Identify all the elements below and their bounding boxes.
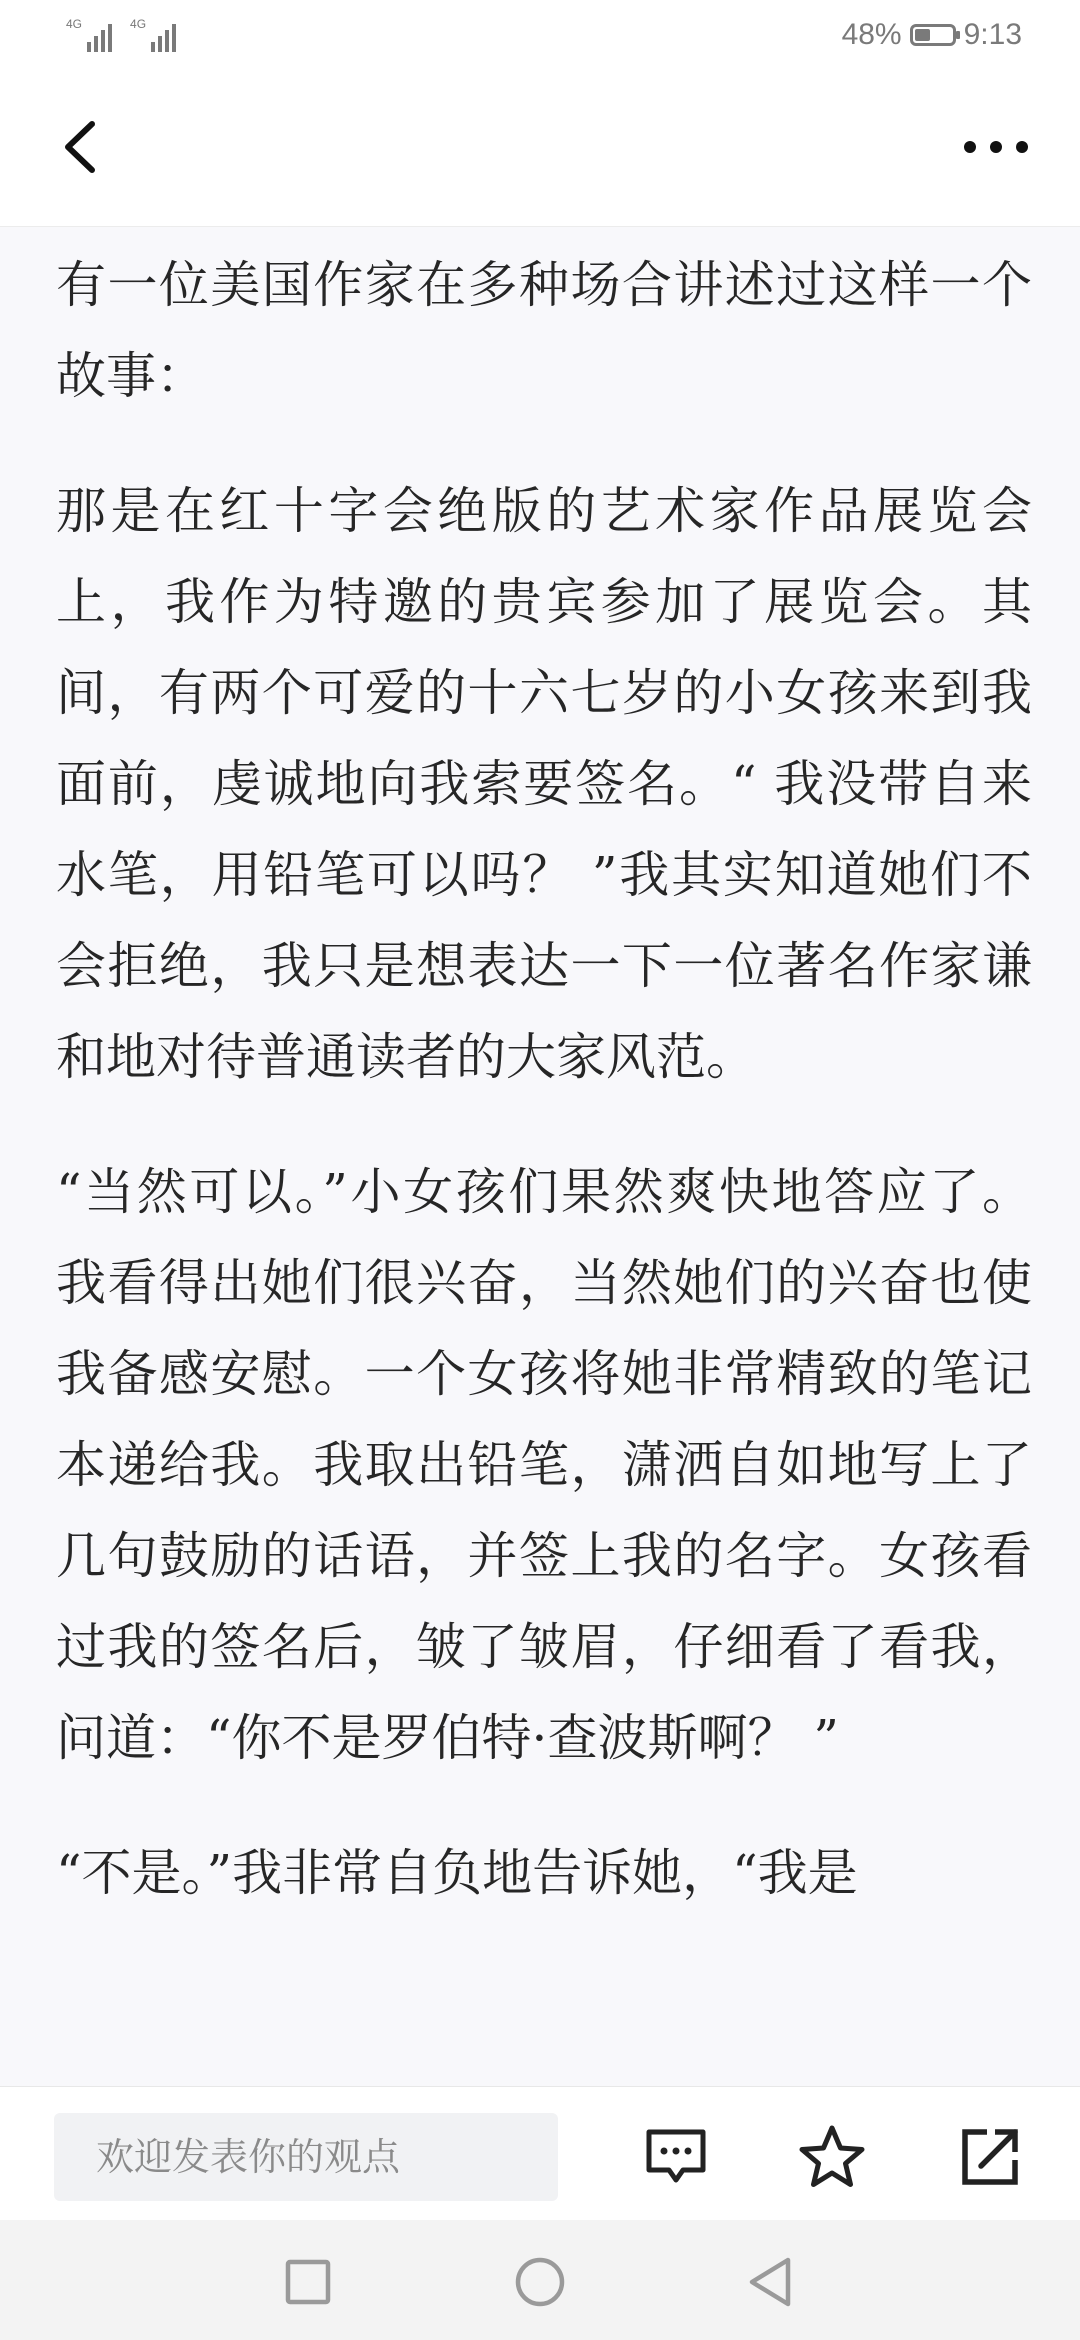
comment-input[interactable] — [54, 2113, 558, 2201]
article-paragraph: “不是。”我非常自负地告诉她，“我是 — [56, 1844, 858, 1902]
more-options-button[interactable] — [956, 112, 1036, 182]
chevron-left-icon — [50, 112, 120, 182]
network-type-label: 4G — [130, 17, 147, 31]
home-button[interactable] — [510, 2252, 570, 2312]
nav-back-button[interactable] — [740, 2252, 800, 2312]
signal-indicators — [66, 18, 176, 52]
bottom-toolbar — [0, 2086, 1080, 2221]
status-bar — [0, 0, 1080, 72]
battery-level — [915, 29, 930, 41]
app-header — [0, 72, 1080, 227]
recent-apps-icon — [283, 2257, 333, 2307]
article-paragraph: 有一位美国作家在多种场合讲述过这样一个故事： — [56, 256, 1032, 405]
comment-button[interactable] — [638, 2119, 714, 2195]
article-paragraph: “当然可以。”小女孩们果然爽快地答应了。我看得出她们很兴奋，当然她们的兴奋也使我备感安慰。一个女孩将她非常精致的笔记本递给我。我取出铅笔，潇洒自如地写上了几句鼓励的话语，并签上我的名字。女孩看过我的签名后，皱了皱眉，仔细看了看我，问道：“你不是罗伯特·查波斯啊？ ” — [56, 1163, 1032, 1767]
more-horizontal-icon — [956, 112, 1036, 182]
article-paragraph: 那是在红十字会绝版的艺术家作品展览会上，我作为特邀的贵宾参加了展览会。其间，有两个可爱的十六七岁的小女孩来到我面前，虔诚地向我索要签名。“ 我没带自来水笔，用铅笔可以吗？ ”我其实知道她们不会拒绝，我只是想表达一下一位著名作家谦和地对待普通读者的大家风范。 — [56, 482, 1032, 1086]
signal-strength-icon — [130, 18, 176, 52]
favorite-button[interactable] — [794, 2119, 870, 2195]
star-icon — [797, 2122, 867, 2192]
share-icon — [957, 2124, 1023, 2190]
back-button[interactable] — [50, 112, 120, 182]
article-body — [56, 240, 1032, 2082]
battery-icon — [910, 24, 956, 46]
home-icon — [512, 2254, 568, 2310]
comment-icon — [643, 2124, 709, 2190]
share-button[interactable] — [952, 2119, 1028, 2195]
clock: 9:13 — [963, 18, 1022, 51]
network-type-label: 4G — [66, 17, 83, 31]
recent-apps-button[interactable] — [278, 2252, 338, 2312]
status-right — [842, 18, 1022, 52]
battery-percent: 48% — [841, 18, 902, 51]
back-icon — [744, 2254, 796, 2310]
system-nav-bar — [0, 2220, 1080, 2340]
signal-strength-icon — [66, 18, 112, 52]
